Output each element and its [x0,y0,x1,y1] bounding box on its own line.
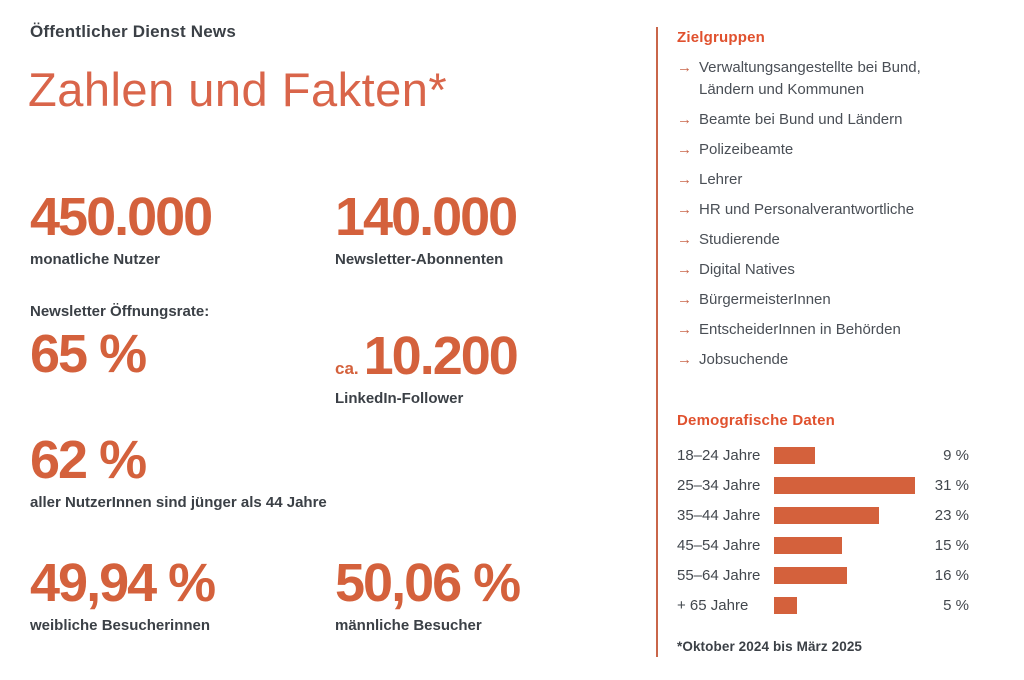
zielgruppen-item [677,57,969,101]
zielgruppen-item [677,139,969,161]
chart-category-label: 25–34 Jahre [677,476,761,494]
stat-label: aller NutzerInnen sind jünger als 44 Jahre [30,494,327,511]
chart-bar-area [774,447,924,464]
chart-value-label: 15 % [934,536,969,554]
stat-under-44 [30,430,327,511]
stat-open-rate [30,303,210,384]
zielgruppen-item-label: Verwaltungsangestellte bei Bund, Ländern und Kommunen [699,59,921,98]
stat-linkedin-followers [335,326,517,407]
chart-bar [774,477,915,494]
chart-row [677,440,969,470]
chart-category-label: 55–64 Jahre [677,566,761,584]
chart-bar-area [774,567,924,584]
chart-bar-area [774,537,924,554]
chart-row [677,590,969,620]
arrow-icon: → [677,351,692,368]
zielgruppen-item [677,259,969,281]
chart-bar-area [774,597,924,614]
chart-bar [774,567,847,584]
zielgruppen-item-label: EntscheiderInnen in Behörden [699,321,901,338]
stat-value [335,326,517,386]
zielgruppen-item-label: Beamte bei Bund und Ländern [699,111,903,128]
stat-label: LinkedIn-Follower [335,390,464,407]
zielgruppen-item-label: Lehrer [699,171,743,188]
stat-monthly-users [30,187,212,268]
arrow-icon: → [677,201,692,218]
chart-value-label: 23 % [934,506,969,524]
chart-category-label: + 65 Jahre [677,596,749,614]
chart-bar [774,507,879,524]
zielgruppen-item [677,199,969,221]
zielgruppen-item [677,319,969,341]
stat-value-number: 10.200 [363,326,517,386]
chart-value-label: 5 % [943,596,969,614]
arrow-icon: → [677,171,692,188]
chart-value-label: 9 % [943,446,969,464]
arrow-icon: → [677,141,692,158]
stat-male-visitors [335,553,520,634]
chart-bar [774,447,815,464]
zielgruppen-item-label: BürgermeisterInnen [699,291,831,308]
footnote: *Oktober 2024 bis März 2025 [677,639,863,654]
stat-female-visitors [30,553,215,634]
chart-bar-area [774,507,924,524]
stat-label: männliche Besucher [335,617,482,634]
chart-row [677,470,969,500]
chart-category-label: 18–24 Jahre [677,446,761,464]
stat-label: Newsletter-Abonnenten [335,251,504,268]
stat-value: 50,06 % [335,553,520,613]
zielgruppen-item-label: Jobsuchende [699,351,789,368]
zielgruppen-item [677,109,969,131]
chart-category-label: 45–54 Jahre [677,536,761,554]
arrow-icon: → [677,321,692,338]
zielgruppen-item [677,169,969,191]
page-kicker: Öffentlicher Dienst News [30,22,237,41]
stat-value: 65 % [30,324,146,384]
chart-value-label: 16 % [934,566,969,584]
arrow-icon: → [677,261,692,278]
stat-value-prefix: ca. [335,359,359,378]
chart-bar [774,597,797,614]
zielgruppen-item-label: HR und Personalverantwortliche [699,201,915,218]
zielgruppen-list [677,57,969,371]
stat-value: 62 % [30,430,146,490]
sidebar [656,27,991,657]
demografie-heading: Demografische Daten [677,412,836,429]
stat-value: 450.000 [30,187,212,247]
chart-row [677,500,969,530]
arrow-icon: → [677,59,692,76]
chart-bar [774,537,842,554]
stat-label: weibliche Besucherinnen [30,617,211,634]
chart-category-label: 35–44 Jahre [677,506,761,524]
zielgruppen-item-label: Digital Natives [699,261,795,278]
zielgruppen-item-label: Polizeibeamte [699,141,794,158]
arrow-icon: → [677,231,692,248]
stat-prelabel: Newsletter Öffnungsrate: [30,303,210,320]
zielgruppen-item-label: Studierende [699,231,780,248]
stat-label: monatliche Nutzer [30,251,161,268]
page-title: Zahlen und Fakten* [28,63,448,116]
stat-newsletter-subscribers [335,187,517,268]
demographics-bar-chart [677,440,969,620]
arrow-icon: → [677,291,692,308]
zielgruppen-heading: Zielgruppen [677,29,766,46]
chart-row [677,530,969,560]
chart-value-label: 31 % [934,476,969,494]
arrow-icon: → [677,111,692,128]
zielgruppen-item [677,229,969,251]
zielgruppen-item [677,349,969,371]
zielgruppen-item [677,289,969,311]
chart-row [677,560,969,590]
chart-bar-area [774,477,924,494]
stat-value: 49,94 % [30,553,215,613]
stat-value: 140.000 [335,187,517,247]
